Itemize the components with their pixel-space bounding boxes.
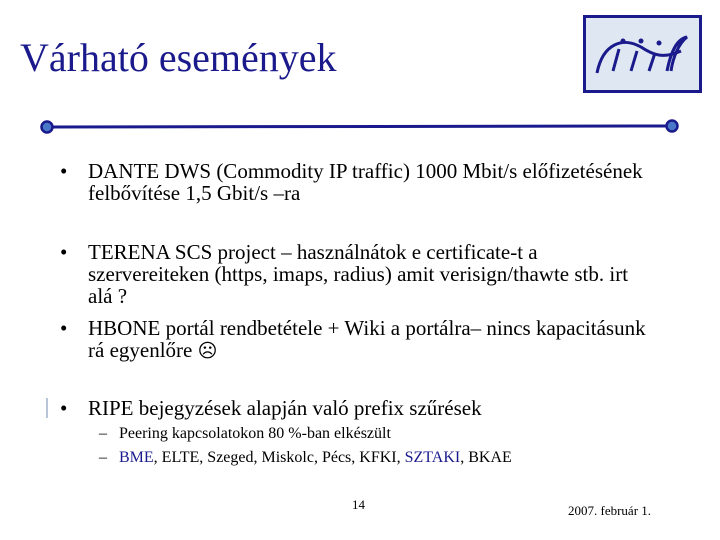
subitem-marker: – — [99, 425, 107, 442]
bullet-text: HBONE portál rendbetétele + Wiki a portálra– nincs kapacitásunk rá egyenlőre — [88, 316, 646, 362]
title-rule — [40, 117, 690, 137]
institution-sztaki: SZTAKI — [404, 449, 461, 466]
rule-right-knob — [667, 121, 678, 132]
frown-emoticon-icon: ☹ — [197, 340, 218, 362]
bullet-marker: • — [60, 159, 68, 183]
niif-logo-text: niif — [641, 87, 643, 88]
institution-bme: BME — [119, 449, 154, 466]
bullet-hbone — [60, 317, 648, 362]
bullet-terena — [60, 241, 648, 307]
slide-date: 2007. február 1. — [568, 503, 652, 518]
bullet-dante — [60, 160, 648, 204]
bullet-marker: • — [60, 240, 68, 264]
bullet-marker: • — [60, 316, 68, 340]
decorative-tick — [46, 398, 48, 418]
institution-list: , ELTE, Szeged, Miskolc, Pécs, KFKI, — [153, 449, 405, 466]
subitem-institutions — [99, 449, 679, 467]
bullet-text: RIPE bejegyzések alapján való prefix szűrések — [88, 396, 482, 420]
slide-title: Várható események — [20, 35, 337, 80]
institution-bkae: , BKAE — [460, 449, 512, 466]
page-number: 14 — [352, 497, 365, 512]
bullet-text: DANTE DWS (Commodity IP traffic) 1000 Mbit/s előfizetésének felbővítése 1,5 Gbit/s –ra — [88, 159, 643, 205]
niif-logo — [583, 15, 702, 93]
subitem-marker: – — [99, 449, 107, 466]
bullet-text: TERENA SCS project – használnátok e certificate-t a szervereiteken (https, imaps, radius) amit verisign/thawte stb. irt alá ? — [88, 240, 629, 308]
rule-left-knob — [42, 122, 53, 133]
bullet-marker: • — [60, 396, 68, 420]
bullet-ripe — [60, 397, 648, 419]
subitem-peering — [99, 425, 679, 443]
niif-logo-icon — [583, 15, 702, 93]
subitem-text: Peering kapcsolatokon 80 %-ban elkészült — [119, 425, 391, 442]
